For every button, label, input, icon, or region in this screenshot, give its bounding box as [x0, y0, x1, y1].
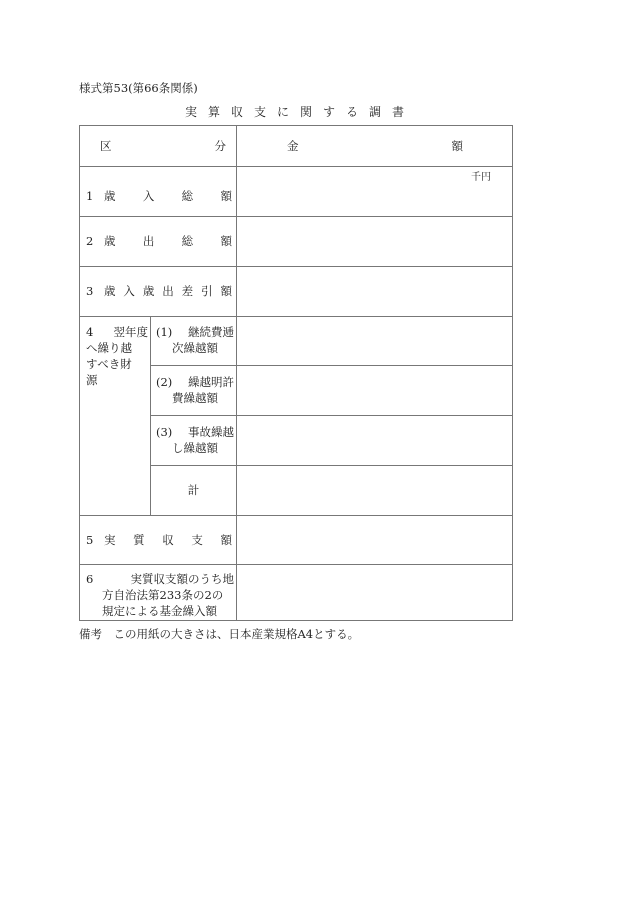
subrow-subtotal: 計 — [187, 483, 200, 497]
amount-carried-forward[interactable] — [237, 366, 512, 415]
form-number: 様式第53(第66条関係) — [79, 81, 198, 95]
amount-total-expenditure[interactable] — [237, 217, 512, 266]
header-category: 区 分 — [100, 139, 226, 153]
subrow-carried-forward: (2) 繰越明許 費繰越額 — [156, 375, 234, 405]
subrow-accident-carryover: (3) 事故繰越 し繰越額 — [156, 425, 234, 455]
amount-fund-transfer[interactable] — [237, 565, 512, 620]
header-amount: 金 額 — [287, 139, 463, 153]
row-total-revenue: 1 歳 入 総 額 — [86, 189, 232, 203]
row-carryover-label: 4 翌年度 へ繰り越 すべき財 源 — [86, 325, 148, 387]
subrow-continuing-expense: (1) 継続費逓 次繰越額 — [156, 325, 234, 355]
amount-accident-carryover[interactable] — [237, 416, 512, 465]
amount-balance[interactable] — [237, 267, 512, 316]
remarks-note: 備考 この用紙の大きさは、日本産業規格A4とする。 — [79, 627, 360, 641]
amount-real-balance[interactable] — [237, 516, 512, 564]
amount-continuing-expense[interactable] — [237, 317, 512, 365]
row-real-balance: 5 実 質 収 支 額 — [86, 532, 232, 547]
unit-label: 千円 — [471, 172, 491, 183]
amount-subtotal[interactable] — [237, 466, 512, 515]
row-total-expenditure: 2 歳 出 総 額 — [86, 234, 232, 248]
document-title: 実算収支に関する調書 — [185, 105, 416, 119]
settlement-table — [79, 125, 513, 621]
row-balance: 3 歳 入 歳 出 差 引 額 — [86, 284, 232, 298]
row-fund-transfer: 6 実質収支額のうち地 方自治法第233条の2の 規定による基金繰入額 — [86, 572, 234, 618]
